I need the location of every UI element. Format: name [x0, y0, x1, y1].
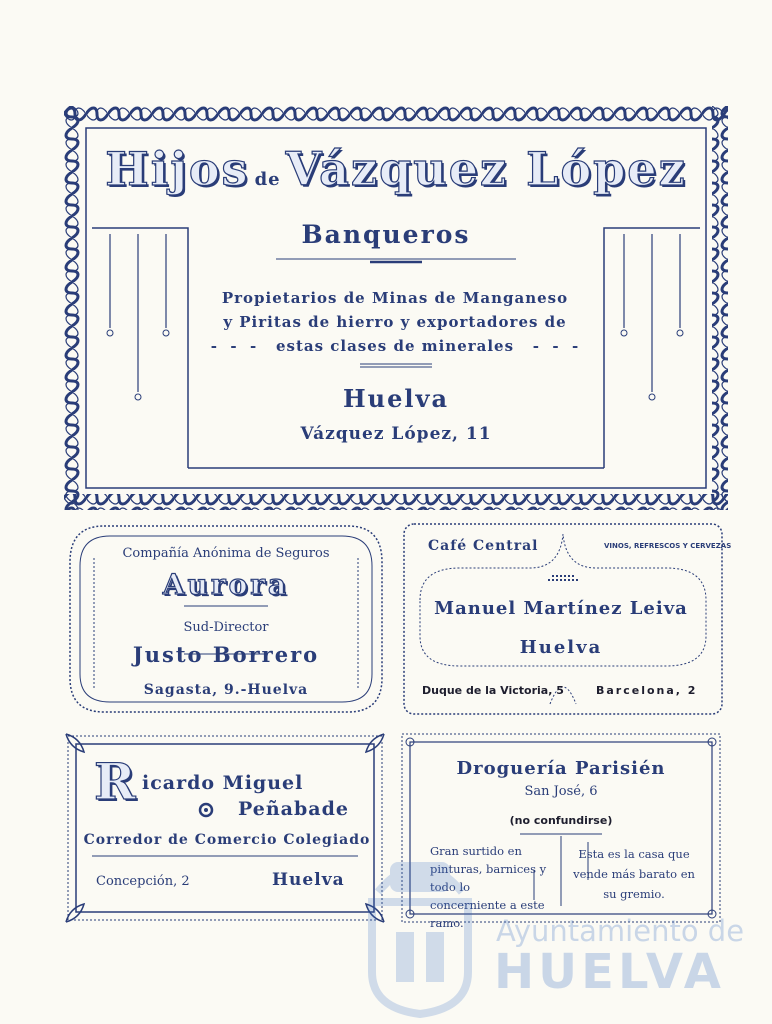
ad4-name-line1: icardo Miguel [142, 772, 304, 794]
ad1-title [86, 142, 706, 196]
ad1-desc-line2: y Piritas de hierro y exportadores de [223, 313, 567, 331]
ad4-name-line2: Peñabade [238, 798, 349, 820]
ad4-initial: R [94, 752, 136, 811]
ad5-right-text: Esta es la casa que vende más barato en su gremio. [573, 847, 695, 901]
ad3-venue: Café Central [428, 538, 539, 554]
ad1-address: Vázquez López, 11 [300, 424, 492, 444]
ad5-address: San José, 6 [524, 784, 598, 799]
ad4-city: Huelva [272, 870, 345, 890]
ad3-offer: VINOS, REFRESCOS Y CERVEZAS [604, 542, 732, 550]
ad4-address: Concepción, 2 [96, 874, 190, 889]
ad1-desc-line3: estas clases de minerales [275, 337, 515, 355]
ad1-name-de: de [254, 169, 281, 190]
ad2-address: Sagasta, 9.-Huelva [143, 682, 309, 698]
ad1-description [190, 286, 600, 358]
ad5-note: (no confundirse) [509, 814, 613, 827]
city-coat-of-arms-icon [360, 822, 480, 1018]
ad3-owner: Manuel Martínez Leiva [434, 598, 688, 619]
ad3-city: Huelva [519, 637, 603, 658]
ad1-desc-line3-wrap [190, 334, 600, 358]
ad2-brand: Aurora [162, 568, 290, 601]
ad1-city: Huelva [342, 384, 449, 413]
ad4-title: Corredor de Comercio Colegiado [83, 832, 371, 848]
ad1-desc-dashes-right: - - - [514, 337, 580, 355]
watermark-line2: HUELVA [494, 944, 725, 1000]
ad3-addr-left: Duque de la Victoria, 5 [422, 684, 564, 697]
ad1-name-b: Vázquez López [285, 142, 687, 196]
watermark-line1: Ayuntamiento de [496, 914, 745, 948]
ad1-desc-line1: Propietarios de Minas de Manganeso [221, 289, 569, 307]
ad2-company: Compañía Anónima de Seguros [122, 546, 330, 561]
ad1-desc-dashes-left: - - - [210, 337, 276, 355]
ad1-name-a: Hijos [105, 142, 250, 196]
ad3-addr-right: Barcelona, 2 [596, 684, 698, 697]
ad2-role: Sud-Director [183, 620, 269, 635]
ad5-shop: Droguería Parisién [456, 758, 666, 779]
ad5-left-text: Gran surtido en pinturas, barnices y todo lo concerniente a este ramo. [430, 844, 547, 930]
ad1-profession: Banqueros [301, 220, 471, 249]
ad2-person: Justo Borrero [132, 642, 320, 667]
